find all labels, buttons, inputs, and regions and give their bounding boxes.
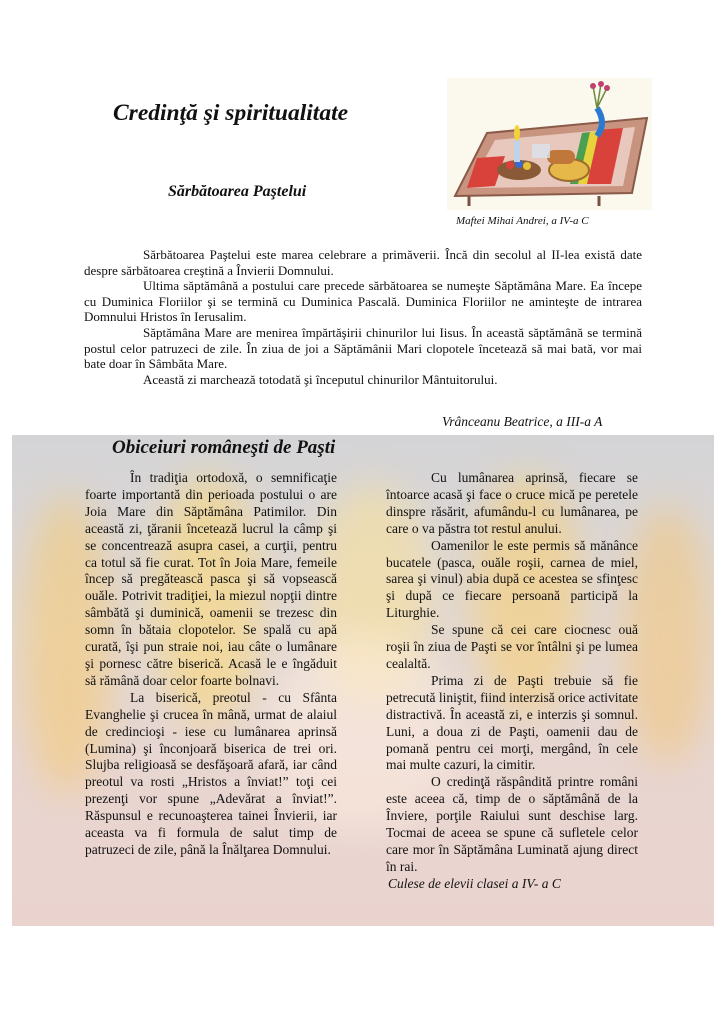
customs-paragraph: Oamenilor le este permis să mănânce bucatele (pasca, ouăle roşii, carnea de miel, sarea şi vinul) abia după ce acestea se sfinţesc şi după ce fiecare persoană participă la Liturghie. (386, 537, 638, 621)
intro-text (84, 247, 642, 387)
illustration-caption: Maftei Mihai Andrei, a IV-a C (456, 215, 589, 227)
intro-author: Vrânceanu Beatrice, a III-a A (442, 414, 603, 429)
customs-paragraph: La biserică, preotul - cu Sfânta Evanghelie şi crucea în mână, urmat de alaiul de credincioşi - iese cu lumânarea aprinsă (Lumina) şi înconjoară biserica de trei ori. Slujba religioasă se desfăşoară afară, iar când preotul va rosti „Hristos a înviat!” toţi cei prezenţi vor spune „Adevărat a înviat!”. Răspunsul e recunoaşterea tainei Învierii, iar aceasta va fi formula de salut timp de patruzeci de zile, până la Înălţarea Domnului. (85, 689, 337, 857)
customs-paragraph: În tradiţia ortodoxă, o semnificaţie foarte importantă din perioada postului o are Joia Mare din Săptămâna Patimilor. Din această zi, ţăranii încetează lucrul la câmp şi se concentrează asupra casei, a curţii, pentru ca totul să fie curat. Tot în Joia Mare, femeile încep să pregătească pasca şi să vopsească ouăle. Potrivit tradiţiei, la miezul nopţii dintre sâmbătă şi duminică, oamenii se trezesc din somn în bătaia clopotelor. Se spală cu apă curată, îşi pun straie noi, iau câte o lumânare şi pornesc către biserică. Acasă le e îngăduit să rămână doar celor foarte bolnavi. (85, 470, 337, 688)
easter-table-icon (447, 78, 652, 210)
article-title: Sărbătoarea Paştelui (168, 183, 307, 200)
easter-table-drawing (447, 78, 652, 210)
intro-paragraph: Această zi marchează totodată şi începutul chinurilor Mântuitorului. (143, 371, 498, 387)
customs-left-column (85, 470, 337, 859)
intro-paragraph: Săptămâna Mare are menirea împărtăşirii chinurilor lui Iisus. În această săptămână se termină postul celor patruzeci de zile. În ziua de joi a Săptămânii Mari clopotele încetează să mai bată, vor mai bate doar în Sâmbăta Mare. (84, 324, 642, 372)
intro-paragraph: Sărbătoarea Paştelui este marea celebrare a primăverii. Încă din secolul al II-lea există date despre sărbătoarea creştină a Învierii Domnului. (84, 247, 642, 278)
customs-paragraph: Prima zi de Paşti trebuie să fie petrecută liniştit, fiind interzisă orice activitate distractivă. În această zi, e interzis şi somnul. Luni, a doua zi de Paşti, oamenii dau de pomană pentru cei morţi, mergând, în cele mai multe cazuri, la cimitir. (386, 672, 638, 773)
customs-right-column (386, 470, 638, 893)
customs-paragraph: O credinţă răspândită printre români este aceea că, timp de o săptămână de la Înviere, porţile Raiului sunt deschise larg. Tocmai de aceea se spune că sufletele celor care mor în Săptămâna Luminată ajung direct în rai. (386, 774, 638, 874)
page-title: Credinţă şi spiritualitate (113, 100, 349, 126)
customs-title: Obiceiuri româneşti de Paşti (112, 437, 336, 458)
customs-author: Culese de elevii clasei a IV- a C (388, 875, 561, 891)
intro-paragraph: Ultima săptămână a postului care precede sărbătoarea se numeşte Săptămâna Mare. Ea începe cu Duminica Floriilor şi se termină cu Duminica Pascală. Duminica Floriilor ne aminteşte de intrarea Domnului Hristos în Ierusalim. (84, 278, 642, 325)
customs-paragraph: Cu lumânarea aprinsă, fiecare se întoarce acasă şi face o cruce mică pe peretele dinspre răsărit, afumându-l cu lumânarea, pe care o va păstra tot restul anului. (386, 470, 638, 536)
customs-paragraph: Se spune că cei care ciocnesc ouă roşii în ziua de Paşti se vor întâlni şi pe lumea cealaltă. (386, 622, 638, 671)
customs-panel (12, 435, 714, 926)
